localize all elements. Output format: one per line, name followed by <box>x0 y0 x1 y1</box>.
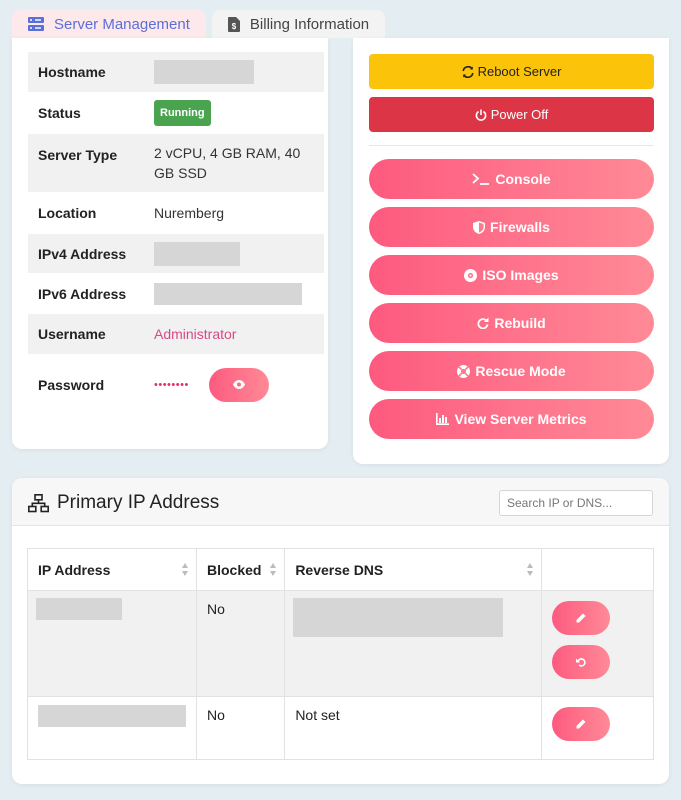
info-row-password <box>28 354 324 416</box>
refresh-icon <box>462 66 474 78</box>
location-label: Location <box>38 205 97 221</box>
info-row-ipv6 <box>28 273 324 314</box>
divider <box>369 145 654 146</box>
ipv4-label: IPv4 Address <box>28 234 144 273</box>
ipv6-label: IPv6 Address <box>38 285 127 302</box>
reboot-label: Reboot Server <box>477 64 562 79</box>
bar-chart-icon <box>436 413 449 425</box>
rebuild-button[interactable] <box>369 303 654 343</box>
primary-ip-title <box>28 492 219 514</box>
column-header-actions <box>541 549 653 591</box>
blocked-value: No <box>197 591 285 697</box>
server-icon <box>28 17 44 31</box>
firewalls-label: Firewalls <box>490 219 550 235</box>
column-header-reverse-dns[interactable]: Reverse DNS <box>285 549 541 591</box>
document-icon <box>228 17 240 32</box>
rescue-mode-label: Rescue Mode <box>475 363 566 379</box>
lifebuoy-icon <box>457 365 470 378</box>
edit-reverse-dns-button[interactable] <box>552 707 610 741</box>
ipv4-value-redacted <box>154 242 240 266</box>
tab-label: Server Management <box>54 15 190 33</box>
svg-text:$: $ <box>231 21 237 31</box>
table-row <box>28 697 654 760</box>
pencil-icon <box>576 719 586 729</box>
firewalls-button[interactable] <box>369 207 654 247</box>
server-info-table <box>28 52 324 416</box>
power-off-label: Power Off <box>490 107 549 122</box>
ip-value-redacted <box>36 598 122 620</box>
info-row-username <box>28 314 324 354</box>
username-label: Username <box>28 314 144 354</box>
server-type-value: 2 vCPU, 4 GB RAM, 40 GB SSD <box>144 134 324 192</box>
sort-icon <box>270 563 276 576</box>
reset-reverse-dns-button[interactable] <box>552 645 610 679</box>
view-metrics-label: View Server Metrics <box>454 411 587 427</box>
show-password-button[interactable] <box>209 368 269 402</box>
column-header-ip-address[interactable]: IP Address <box>28 549 197 591</box>
password-label: Password <box>38 377 105 393</box>
info-row-location <box>28 192 324 234</box>
reboot-server-button[interactable] <box>369 54 654 89</box>
tab-bar <box>12 10 385 38</box>
pencil-icon <box>576 613 586 623</box>
power-icon <box>475 109 487 121</box>
shield-icon <box>473 221 485 234</box>
rebuild-label: Rebuild <box>494 315 546 331</box>
server-info-card <box>12 38 328 449</box>
tab-label: Billing Information <box>249 15 370 33</box>
info-row-status <box>28 92 324 134</box>
network-icon <box>28 494 49 513</box>
status-badge: Running <box>154 100 211 126</box>
iso-images-label: ISO Images <box>482 267 559 283</box>
ipv6-value-redacted <box>154 283 302 305</box>
info-row-ipv4 <box>28 234 324 273</box>
disc-icon <box>464 269 477 282</box>
ip-value-redacted <box>38 705 186 727</box>
sort-icon <box>527 563 533 576</box>
power-off-button[interactable] <box>369 97 654 132</box>
table-header-row <box>28 549 654 591</box>
console-button[interactable] <box>369 159 654 199</box>
info-row-hostname <box>28 52 324 92</box>
server-actions-card <box>353 38 669 464</box>
username-value: Administrator <box>154 326 237 342</box>
eye-icon <box>233 380 245 389</box>
sort-icon <box>182 563 188 576</box>
iso-images-button[interactable] <box>369 255 654 295</box>
tab-server-management[interactable] <box>12 10 206 38</box>
info-row-server-type <box>28 134 324 192</box>
undo-icon <box>576 657 586 667</box>
view-server-metrics-button[interactable] <box>369 399 654 439</box>
primary-ip-section <box>12 478 669 784</box>
table-row <box>28 591 654 697</box>
terminal-icon <box>472 173 490 185</box>
console-label: Console <box>495 171 551 187</box>
search-ip-input[interactable] <box>499 490 653 516</box>
server-type-label: Server Type <box>28 134 144 192</box>
primary-ip-header <box>12 478 669 526</box>
location-value: Nuremberg <box>154 205 225 221</box>
primary-ip-title-text: Primary IP Address <box>57 492 220 513</box>
blocked-value: No <box>197 697 285 760</box>
status-label: Status <box>38 105 81 121</box>
column-header-blocked[interactable]: Blocked <box>197 549 285 591</box>
hostname-label: Hostname <box>28 52 144 92</box>
primary-ip-table <box>27 548 654 760</box>
hostname-value-redacted <box>154 60 254 84</box>
rescue-mode-button[interactable] <box>369 351 654 391</box>
reverse-dns-value: Not set <box>285 697 541 760</box>
reverse-dns-value-redacted <box>293 598 503 637</box>
password-value: •••••••• <box>154 379 189 391</box>
tab-billing-information[interactable] <box>212 10 385 38</box>
edit-reverse-dns-button[interactable] <box>552 601 610 635</box>
redo-icon <box>477 317 489 329</box>
